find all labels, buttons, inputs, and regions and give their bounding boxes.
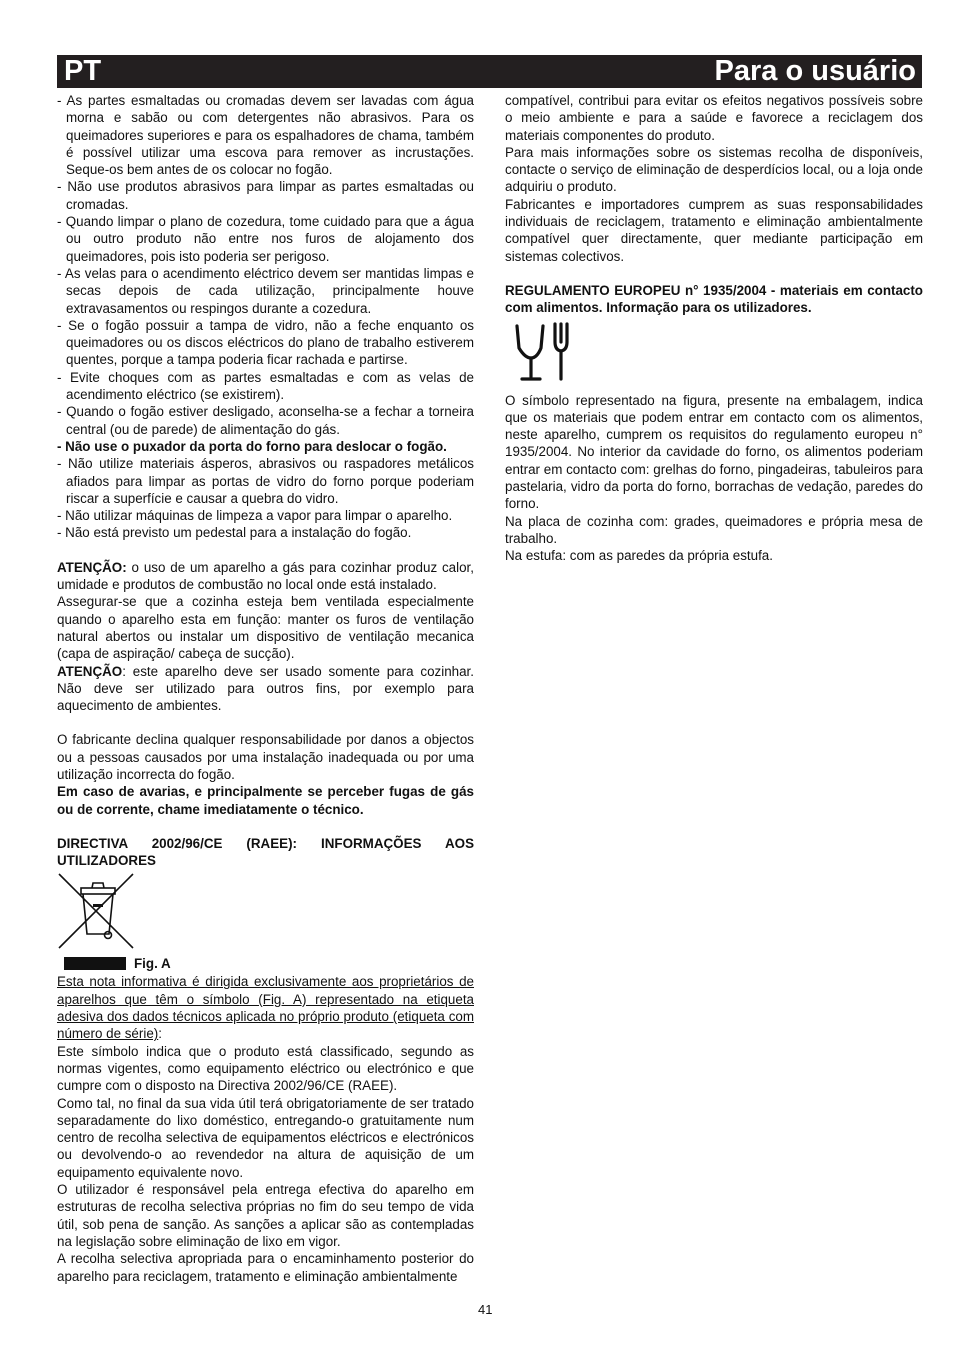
- cleaning-bullet: - Não utilizar máquinas de limpeza a vapor para limpar o aparelho.: [57, 508, 453, 524]
- liability-paragraph: O fabricante declina qualquer responsabilidade por danos a objectos ou a pessoas causados por uma instalação inadequada ou por uma utilização incorrecta do fogão.: [57, 732, 474, 782]
- end-of-life-paragraph: Como tal, no final da sua vida útil terá obrigatoriamente de ser tratado separadamente do lixo doméstico, entregando-o gratuitamente num centro de recolha selectiva de equipamentos eléctricos e electrónicos ou devolvendo-o ao revendedor na altura de aquisição de um equipamento equivalente novo.: [57, 1095, 474, 1180]
- cooktop-paragraph: Na placa de cozinha com: grades, queimadores e própria mesa de trabalho.: [505, 513, 923, 546]
- attention-paragraph: ATENÇÃO: o uso de um aparelho a gás para cozinhar produz calor, umidade e produtos de combustão no local onde está instalado.: [57, 559, 474, 593]
- producers-paragraph: Fabricantes e importadores cumprem as suas responsabilidades individuais de reciclagem, tratamento e eliminação ambientalmente compatível quer directamente, quer mediante participação em sistemas colectivos.: [505, 196, 923, 264]
- breakdown-warning: Em caso de avarias, e principalmente se perceber fugas de gás ou de corrente, chame imediatamente o técnico.: [57, 784, 474, 817]
- crossed-out-bin-icon: [57, 872, 137, 950]
- cleaning-bullet: - Se o fogão possuir a tampa de vidro, não a feche enquanto os queimadores ou os discos eléctricos do plano de trabalho estiverem quentes, porque a tampa poderia ficar rachada e partirse.: [57, 317, 474, 368]
- symbol-description: O símbolo representado na figura, presente na embalagem, indica que os materiais que podem entrar em contacto com os alimentos, neste aparelho, cumprem os requisitos do regulamento europeu n° 1935/2004. No interior da cavidade do forno, os alimentos poderiam entrar em contacto com: grelhas do forno, pingadeiras, tabuleiros para pastelaria, vidro da porta do forno, borrachas de vedação, paredes do forno.: [505, 392, 923, 512]
- stove-paragraph: Na estufa: com as paredes da própria estufa.: [505, 548, 773, 564]
- cleaning-bullet: - Não use produtos abrasivos para limpar as partes esmaltadas ou cromadas.: [57, 179, 474, 212]
- weee-heading: DIRECTIVA 2002/96/CE (RAEE): INFORMAÇÕES AOS UTILIZADORES: [57, 835, 474, 869]
- page-header: [57, 55, 922, 88]
- cleaning-bullet: - Quando o fogão estiver desligado, aconselha-se a fechar a torneira central (ou de parede) de alimentação do gás.: [57, 404, 474, 437]
- cleaning-bullet: - Não está previsto um pedestal para a instalação do fogão.: [57, 525, 412, 541]
- cleaning-bullet: - Evite choques com as partes esmaltadas e com as velas de acendimento eléctrico (se existirem).: [57, 369, 474, 403]
- cleaning-bullet: - As velas para o acendimento eléctrico devem ser mantidas limpas e secas depois de cada utilização, principalmente houve extravasamentos ou respingos durante a cozedura.: [57, 265, 474, 316]
- section-title: Para o usuário: [714, 55, 916, 87]
- attention-paragraph: ATENÇÃO: este aparelho deve ser usado somente para cozinhar. Não deve ser utilizado para outros fins, por exemplo para aquecimento de ambientes.: [57, 663, 474, 714]
- cleaning-bullet: - Quando limpar o plano de cozedura, tome cuidado para que a água ou outro produto não entre nos furos de alojamento dos queimadores, pois isto poderia ser perigoso.: [57, 214, 474, 264]
- continuation-paragraph: compatível, contribui para evitar os efeitos negativos possíveis sobre o meio ambiente e para a saúde e favorece a reciclagem dos materiais componentes do produto.: [505, 93, 923, 143]
- language-code: PT: [64, 55, 102, 87]
- glass-fork-icon: [511, 320, 573, 384]
- selective-collection-paragraph: A recolha selectiva apropriada para o encaminhamento posterior do aparelho para reciclagem, tratamento e eliminação ambientalmente: [57, 1251, 474, 1284]
- attention-label: ATENÇÃO:: [57, 559, 127, 575]
- ventilation-paragraph: Assegurar-se que a cozinha esteja bem ventilada especialmente quando o aparelho esta em função: manter os furos de ventilação natural abertos ou instalar um dispositivo de ventilação mecanica (capa de aspiração/ cabeça de sucção).: [57, 594, 474, 662]
- more-info-paragraph: Para mais informações sobre os sistemas recolha de disponíveis, contacte o serviço de eliminação de desperdícios local, ou a loja onde adquiriu o produto.: [505, 144, 923, 195]
- cleaning-bullet: - As partes esmaltadas ou cromadas devem ser lavadas com água morna e sabão ou com detergentes não abrasivos. Para os queimadores superiores e para os espalhadores de chama, também é possível utilizar uma escova para remover as incrustações. Seque-os bem antes de os colocar no fogão.: [57, 93, 474, 178]
- cleaning-bullet-bold: - Não use o puxador da porta do forno para deslocar o fogão.: [57, 438, 447, 454]
- cleaning-bullet: - Não utilize materiais ásperos, abrasivos ou raspadores metálicos afiados para limpar as portas de vidro do forno porque poderiam riscar a superfície e causar a quebra do vidro.: [57, 456, 474, 506]
- left-column: [57, 92, 474, 1285]
- right-column: [505, 92, 923, 565]
- regulation-heading: REGULAMENTO EUROPEU n° 1935/2004 - materiais em contacto com alimentos. Informação para os utilizadores.: [505, 282, 923, 316]
- user-responsibility-paragraph: O utilizador é responsável pela entrega efectiva do aparelho em estruturas de recolha selectiva próprias no fim do seu tempo de vida útil, sob pena de sanção. As sanções a aplicar são as contempladas na legislação sobre eliminação de lixo em vigor.: [57, 1182, 474, 1249]
- attention-label: ATENÇÃO: [57, 663, 123, 679]
- symbol-explanation: Este símbolo indica que o produto está classificado, segundo as normas vigentes, como equipamento eléctrico ou electrónico e que cumpre com o disposto na Directiva 2002/96/CE (RAEE).: [57, 1043, 474, 1094]
- page-number: 41: [478, 1302, 493, 1317]
- figure-label: Fig. A: [134, 955, 171, 971]
- info-note: Esta nota informativa é dirigida exclusivamente aos proprietários de aparelhos que têm o símbolo (Fig. A) representado na etiqueta adesiva dos dados técnicos aplicada no próprio produto (etiqueta com número de série):: [57, 974, 474, 1042]
- figure-bar: [64, 957, 126, 970]
